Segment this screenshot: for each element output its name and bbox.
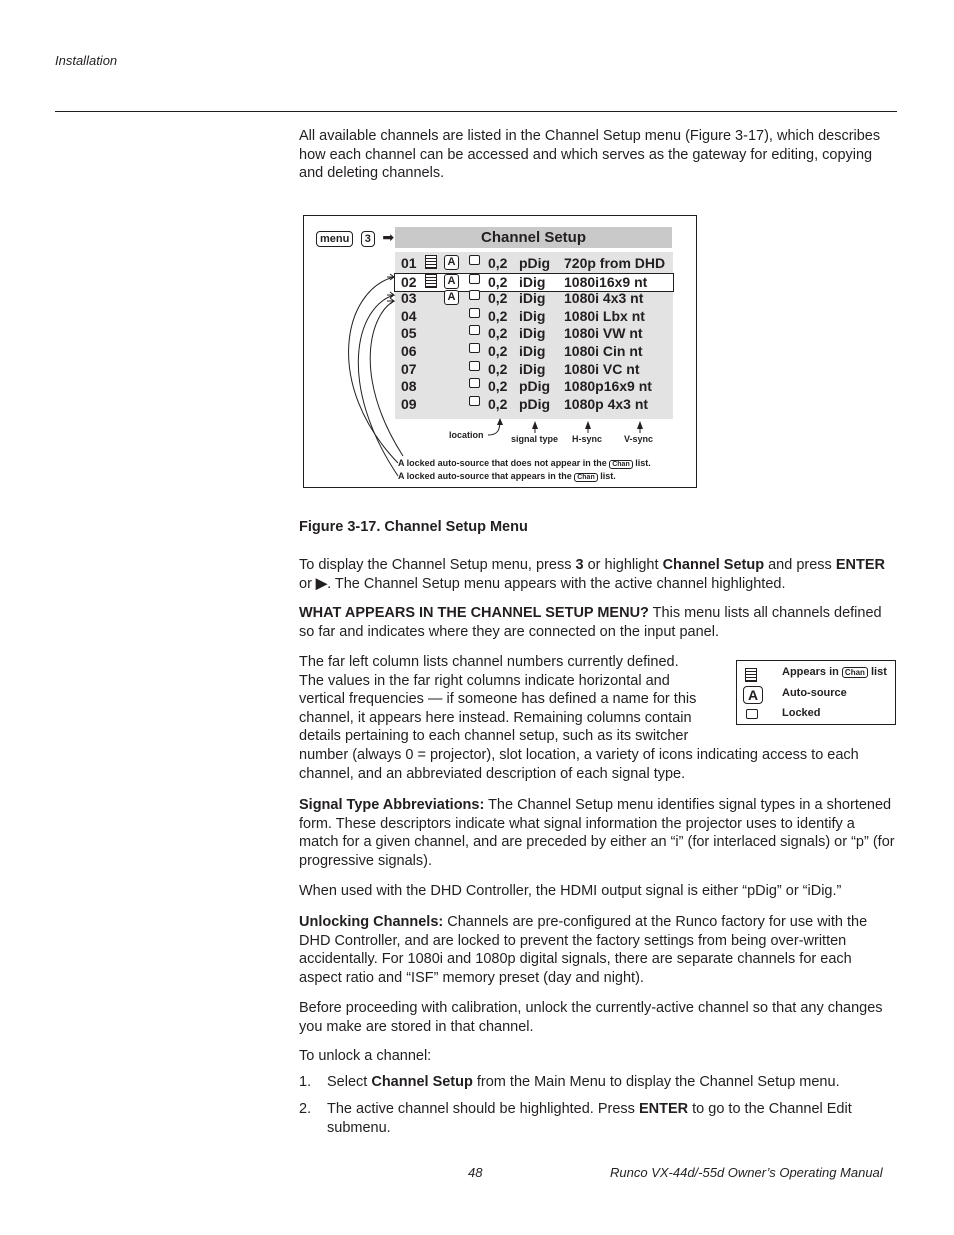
signal-type: iDig <box>519 273 546 290</box>
channel-number: 08 <box>401 378 417 395</box>
chan-key: Chan <box>609 460 633 469</box>
display-paragraph: To display the Channel Setup menu, press 3 or highlight Channel Setup and press ENTER or ▶. The Channel Setup menu appears with the active channel highlighted. <box>299 557 885 592</box>
intro-paragraph: All available channels are listed in the Channel Setup menu (Figure 3-17), which describes how each channel can be accessed and which serves as the gateway for editing, copying and deleting channels. <box>299 128 881 182</box>
signal-type: iDig <box>519 325 546 342</box>
lock-icon <box>746 709 758 719</box>
what-appears-paragraph: WHAT APPEARS IN THE CHANNEL SETUP MENU? This menu lists all channels defined so far and indicates where they are connected on the input panel. <box>299 605 882 640</box>
switcher-slot: 0,2 <box>488 360 508 377</box>
list-icon <box>745 668 757 682</box>
auto-source-icon: A <box>444 255 459 270</box>
signal-type: pDig <box>519 395 551 412</box>
channel-description: 720p from DHD <box>564 255 666 271</box>
signal-type: iDig <box>519 360 546 377</box>
channel-number: 05 <box>401 325 417 342</box>
play-icon: ▶ <box>315 575 328 592</box>
chan-key: Chan <box>574 473 598 482</box>
dhd-paragraph: When used with the DHD Controller, the HDMI output signal is either “pDig” or “iDig.” <box>299 883 842 899</box>
to-unlock-paragraph: To unlock a channel: <box>299 1048 432 1064</box>
label-signal-type: signal type <box>511 434 559 444</box>
signal-type-paragraph: Signal Type Abbreviations: The Channel Setup menu identifies signal types in a shortened form. These descriptors indicate what signal information the projector uses to identify a match for a given channel, and are preceded by either an “i” (for interlaced signals) or “p” (for progressive signals). <box>299 797 895 869</box>
label-vsync: V-sync <box>624 434 654 444</box>
channel-number: 04 <box>401 307 417 324</box>
signal-type: pDig <box>519 378 551 395</box>
channel-number: 07 <box>401 360 417 377</box>
switcher-slot: 0,2 <box>488 343 508 359</box>
signal-type: pDig <box>519 255 551 271</box>
auto-source-icon: A <box>444 274 459 289</box>
annotation-curve-3 <box>370 301 403 456</box>
switcher-slot: 0,2 <box>488 273 508 290</box>
channel-description: 1080p16x9 nt <box>564 378 652 395</box>
switcher-slot: 0,2 <box>488 378 508 395</box>
signal-type: iDig <box>519 307 546 324</box>
signal-type: iDig <box>519 290 546 307</box>
header-rule <box>55 111 897 112</box>
annotation-curve-2 <box>358 295 398 476</box>
before-paragraph: Before proceeding with calibration, unlock the currently-active channel so that any changes you make are stored in that channel. <box>299 1000 883 1035</box>
menu-title: Channel Setup <box>395 227 672 248</box>
channel-description: 1080i Lbx nt <box>564 307 645 324</box>
switcher-slot: 0,2 <box>488 325 508 342</box>
legend-locked: Locked <box>782 707 821 719</box>
chan-key: Chan <box>842 667 868 678</box>
icon-legend <box>736 660 896 725</box>
channel-number: 02 <box>401 273 417 290</box>
channel-description: 1080i 4x3 nt <box>564 290 644 307</box>
arrow-right-icon: ➡ <box>382 229 395 245</box>
channel-description: 1080p 4x3 nt <box>564 395 649 412</box>
channel-description: 1080i VC nt <box>564 360 640 377</box>
location-arrow-icon <box>497 418 503 425</box>
label-location: location <box>449 430 484 440</box>
switcher-slot: 0,2 <box>488 307 508 324</box>
figure-caption: Figure 3-17. Channel Setup Menu <box>299 519 528 535</box>
legend-appears: Appears in Chan list <box>782 666 887 678</box>
legend-auto-source: Auto-source <box>782 687 847 699</box>
figure-note-1: A locked auto-source that does not appear in the Chan list. <box>398 458 651 468</box>
key-3: 3 <box>361 231 375 247</box>
label-hsync: H-sync <box>572 434 603 444</box>
arrowhead-icon <box>387 298 394 304</box>
running-header: Installation <box>55 53 118 68</box>
channel-number: 06 <box>401 343 417 359</box>
channel-number: 03 <box>401 290 417 307</box>
figure-annotations <box>303 215 696 487</box>
step-1: 1. Select Channel Setup from the Main Menu to display the Channel Setup menu. <box>299 1074 840 1090</box>
page-number: 48 <box>468 1165 483 1180</box>
manual-title: Runco VX-44d/-55d Owner’s Operating Manual <box>610 1165 883 1180</box>
menu-key: menu <box>316 231 353 247</box>
channel-description: 1080i Cin nt <box>564 343 643 359</box>
far-left-paragraph: The far left column lists channel numbers currently defined. The values in the far right columns indicate horizontal and vertical frequencies — if someone has defined a name for this channel, it appears here instead. Remaining columns contain details pertaining to each channel setup, such as its switcher number (always 0 = projector), slot location, a variety of icons indicating access to each channel, and an abbreviated description of each signal type. <box>299 654 859 782</box>
switcher-slot: 0,2 <box>488 255 508 271</box>
unlocking-paragraph: Unlocking Channels: Channels are pre-configured at the Runco factory for use with the DHD Controller, and are locked to prevent the factory settings from being over-written accidentally. For 1080i and 1080p digital signals, there are separate channels for each aspect ratio and “ISF” memory preset (day and night). <box>299 914 868 986</box>
auto-source-icon: A <box>743 686 763 704</box>
switcher-slot: 0,2 <box>488 395 508 412</box>
auto-source-icon: A <box>444 290 459 305</box>
signal-type: iDig <box>519 343 546 359</box>
channel-number: 01 <box>401 255 417 271</box>
channel-description: 1080i VW nt <box>564 325 643 342</box>
channel-number: 09 <box>401 395 417 412</box>
channel-description: 1080i16x9 nt <box>564 273 648 290</box>
switcher-slot: 0,2 <box>488 290 508 307</box>
step-2: 2. The active channel should be highlighted. Press ENTER to go to the Channel Edit submenu. <box>299 1101 852 1136</box>
figure-note-2: A locked auto-source that appears in the Chan list. <box>398 471 616 481</box>
